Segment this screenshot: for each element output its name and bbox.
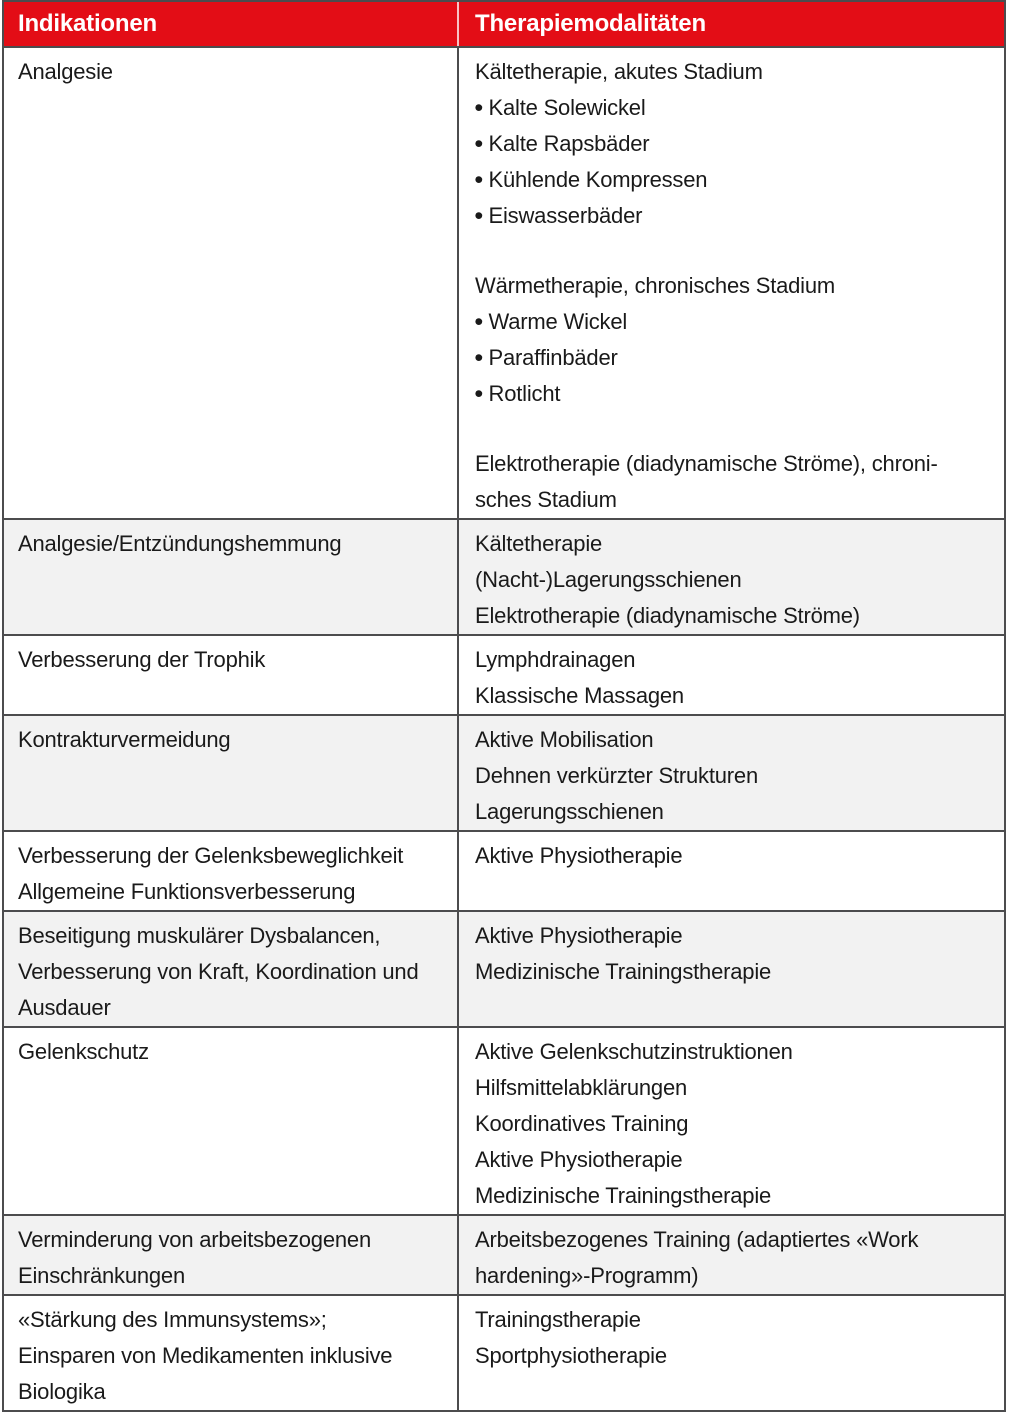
- indication-cell: [4, 1216, 459, 1294]
- bullet-icon: •: [474, 343, 484, 372]
- indication-line: «Stärkung des Immunsystems»;: [18, 1307, 327, 1332]
- therapy-cell: [459, 716, 1004, 830]
- therapy-cell: [459, 636, 1004, 714]
- table-row: [4, 1028, 1004, 1216]
- therapy-line: Lagerungsschienen: [475, 799, 664, 824]
- indication-line: Verbesserung der Gelenksbeweglichkeit: [18, 843, 404, 868]
- therapy-cell: [459, 1296, 1004, 1410]
- therapy-line: Aktive Physiotherapie: [475, 843, 683, 868]
- indication-cell: [4, 716, 459, 830]
- therapy-line: Hilfsmittelabklärungen: [475, 1075, 688, 1100]
- therapy-line: Medizinische Trainingstherapie: [475, 959, 772, 984]
- therapy-cell: [459, 832, 1004, 910]
- paragraph-gap: [475, 412, 994, 446]
- therapy-line: Wärmetherapie, chronisches Stadium: [475, 273, 836, 298]
- indication-line: Beseitigung muskulärer Dysbalancen,: [18, 923, 381, 948]
- table-row: [4, 912, 1004, 1028]
- therapy-line: sches Stadium: [475, 487, 617, 512]
- indication-cell: [4, 636, 459, 714]
- therapy-line: Aktive Gelenkschutzinstruktionen: [475, 1039, 793, 1064]
- therapy-line: Aktive Physiotherapie: [475, 923, 683, 948]
- table-row: [4, 1296, 1004, 1410]
- therapy-line: hardening»-Programm): [475, 1263, 699, 1288]
- table-header: [4, 2, 1004, 48]
- bullet-icon: •: [474, 379, 484, 408]
- therapy-cell: [459, 48, 1004, 518]
- therapy-bullet-line: • Paraffinbäder: [475, 340, 994, 376]
- therapy-line: Koordinatives Training: [475, 1111, 689, 1136]
- header-cell-indications: Indikationen: [4, 2, 459, 46]
- therapy-bullet-line: • Kühlende Kompressen: [475, 162, 994, 198]
- indication-cell: [4, 1296, 459, 1410]
- indication-cell: [4, 48, 459, 518]
- therapy-line: Lymphdrainagen: [475, 647, 636, 672]
- indication-line: Biologika: [18, 1379, 106, 1404]
- therapy-line: (Nacht-)Lagerungsschienen: [475, 567, 742, 592]
- indication-line: Gelenkschutz: [18, 1039, 149, 1064]
- indication-cell: [4, 1028, 459, 1214]
- indication-line: Einsparen von Medikamenten inklusive: [18, 1343, 393, 1368]
- therapy-line: Aktive Physiotherapie: [475, 1147, 683, 1172]
- indication-line: Analgesie: [18, 59, 113, 84]
- indication-line: Ausdauer: [18, 995, 111, 1020]
- therapy-cell: [459, 912, 1004, 1026]
- bullet-icon: •: [474, 93, 484, 122]
- therapy-line: Elektrotherapie (diadynamische Ströme): [475, 603, 860, 628]
- indication-line: Einschränkungen: [18, 1263, 186, 1288]
- paragraph-gap: [475, 234, 994, 268]
- therapy-line: Kältetherapie, akutes Stadium: [475, 59, 763, 84]
- table-row: [4, 636, 1004, 716]
- table-row: [4, 1216, 1004, 1296]
- therapy-line: Arbeitsbezogenes Training (adaptiertes «Work: [475, 1227, 919, 1252]
- indication-line: Verminderung von arbeitsbezogenen: [18, 1227, 371, 1252]
- therapy-bullet-line: • Warme Wickel: [475, 304, 994, 340]
- indication-cell: [4, 520, 459, 634]
- indication-line: Analgesie/Entzündungshemmung: [18, 531, 342, 556]
- table-row: [4, 832, 1004, 912]
- table-row: [4, 520, 1004, 636]
- therapy-line: Aktive Mobilisation: [475, 727, 654, 752]
- indication-line: Allgemeine Funktionsverbesserung: [18, 879, 356, 904]
- table-row: [4, 48, 1004, 520]
- bullet-icon: •: [474, 201, 484, 230]
- therapy-bullet-line: • Kalte Solewickel: [475, 90, 994, 126]
- table-row: [4, 716, 1004, 832]
- therapy-line: Kältetherapie: [475, 531, 603, 556]
- therapy-line: Medizinische Trainingstherapie: [475, 1183, 772, 1208]
- bullet-icon: •: [474, 129, 484, 158]
- table-body: [4, 48, 1004, 1410]
- therapy-line: Trainingstherapie: [475, 1307, 641, 1332]
- indication-cell: [4, 912, 459, 1026]
- indications-therapies-table: [2, 0, 1006, 1412]
- indication-line: Verbesserung der Trophik: [18, 647, 266, 672]
- indication-line: Kontrakturvermeidung: [18, 727, 231, 752]
- indication-line: Verbesserung von Kraft, Koordination und: [18, 959, 419, 984]
- therapy-bullet-line: • Eiswasserbäder: [475, 198, 994, 234]
- indication-cell: [4, 832, 459, 910]
- therapy-bullet-line: • Rotlicht: [475, 376, 994, 412]
- therapy-bullet-line: • Kalte Rapsbäder: [475, 126, 994, 162]
- bullet-icon: •: [474, 165, 484, 194]
- therapy-line: Sportphysiotherapie: [475, 1343, 667, 1368]
- therapy-line: Klassische Massagen: [475, 683, 684, 708]
- therapy-line: Dehnen verkürzter Strukturen: [475, 763, 758, 788]
- therapy-cell: [459, 1216, 1004, 1294]
- therapy-cell: [459, 1028, 1004, 1214]
- bullet-icon: •: [474, 307, 484, 336]
- therapy-line: Elektrotherapie (diadynamische Ströme), chroni-: [475, 451, 938, 476]
- header-cell-therapies: Therapiemodalitäten: [475, 10, 706, 37]
- therapy-cell: [459, 520, 1004, 634]
